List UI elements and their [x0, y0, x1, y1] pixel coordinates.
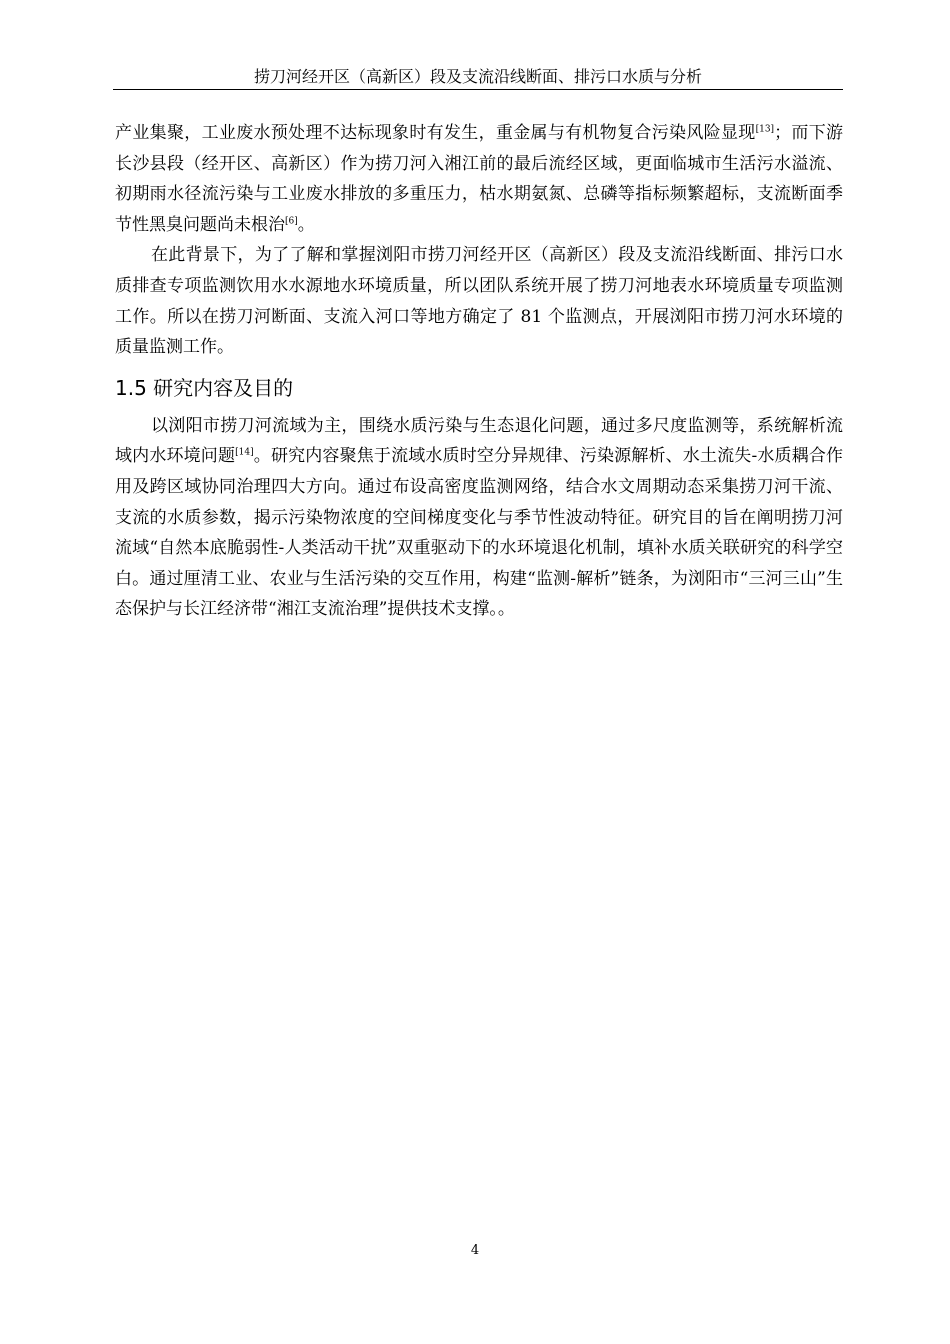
running-header: 捞刀河经开区（高新区）段及支流沿线断面、排污口水质与分析 — [253, 67, 702, 86]
header-divider — [113, 89, 843, 90]
paragraph-3-text-b: 。研究内容聚焦于流域水质时空分异规律、污染源解析、水土流失-水质耦合作用及跨区域协同治理四大方向。通过布设高密度监测网络，结合水文周期动态采集捞刀河干流、支流的水质参数，揭示污染物浓度的空间梯度变化与季节性波动特征。研究目的旨在阐明捞刀河流域“自然本底脆弱性-人类活动干扰”双重驱动下的水环境退化机制，填补水质关联研究的科学空白。通过厘清工业、农业与生活污染的交互作用，构建“监测-解析”链条，为浏阳市“三河三山”生态保护与长江经济带“湘江支流治理”提供技术支撑。。 — [115, 446, 844, 620]
paragraph-1 — [115, 118, 843, 240]
paragraph-1-text-a: 产业集聚，工业废水预处理不达标现象时有发生，重金属与有机物复合污染风险显现 — [115, 123, 756, 143]
paragraph-3-text-a: 以浏阳市捞刀河流域为主，围绕水质污染与生态退化问题，通过多尺度监测等，系统解析流域内水环境问题 — [115, 415, 843, 467]
page-number: 4 — [470, 1243, 480, 1258]
body-text — [115, 118, 843, 625]
citation-14: [14] — [235, 447, 254, 458]
citation-13: [13] — [755, 124, 775, 135]
section-heading-1-5: 1.5 研究内容及目的 — [115, 375, 294, 400]
paragraph-1-text-c: 。 — [297, 214, 315, 235]
paragraph-1-text-b: ；而下游长沙县段（经开区、高新区）作为捞刀河入湘江前的最后流经区域，更面临城市生活污水溢流、初期雨水径流污染与工业废水排放的多重压力，枯水期氨氮、总磷等指标频繁超标，支流断面季节性黑臭问题尚未根治 — [115, 123, 844, 235]
citation-6: [6] — [285, 216, 298, 227]
paragraph-3 — [115, 411, 843, 625]
paragraph-2 — [115, 240, 843, 362]
paragraph-2-text: 在此背景下，为了了解和掌握浏阳市捞刀河经开区（高新区）段及支流沿线断面、排污口水质排查专项监测饮用水水源地水环境质量，所以团队系统开展了捞刀河地表水环境质量专项监测工作。所以在捞刀河断面、支流入河口等地方确定了 81 个监测点，开展浏阳市捞刀河水环境的质量监测工作。 — [115, 245, 843, 358]
